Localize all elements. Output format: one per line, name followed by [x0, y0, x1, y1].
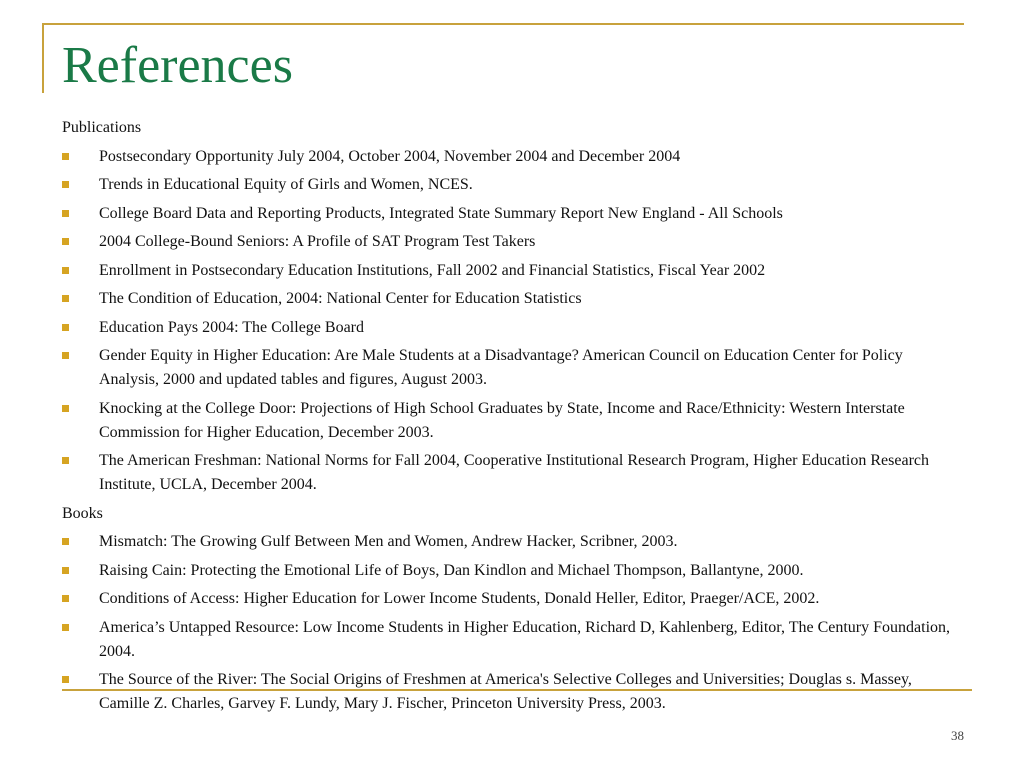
reference-text: America’s Untapped Resource: Low Income Students in Higher Education, Richard D, Kahlenberg, Editor, The Century Foundation, 2004.	[99, 618, 951, 660]
reference-text: The Source of the River: The Social Origins of Freshmen at America's Selective Colleges and Universities; Douglas s. Massey, Camille Z. Charles, Garvey F. Lundy, Mary J. Fischer, Princeton University Press, 2003.	[99, 671, 912, 712]
list-item	[62, 287, 962, 311]
list-item	[62, 259, 962, 283]
page-number: 38	[951, 728, 964, 743]
square-bullet-icon	[62, 324, 69, 331]
list-item	[62, 530, 962, 554]
reference-text: Trends in Educational Equity of Girls and Women, NCES.	[99, 176, 473, 193]
list-item	[62, 616, 962, 664]
bottom-rule	[62, 689, 972, 691]
reference-text: The American Freshman: National Norms for Fall 2004, Cooperative Institutional Research Program, Higher Education Research Institute, UCLA, December 2004.	[99, 452, 929, 493]
list-item	[62, 449, 962, 497]
square-bullet-icon	[62, 624, 69, 631]
section-publications	[62, 116, 962, 497]
left-rule	[42, 23, 44, 93]
reference-text: Mismatch: The Growing Gulf Between Men and Women, Andrew Hacker, Scribner, 2003.	[99, 533, 678, 550]
square-bullet-icon	[62, 181, 69, 188]
publications-list	[62, 145, 962, 498]
reference-text: Education Pays 2004: The College Board	[99, 318, 364, 336]
square-bullet-icon	[62, 595, 69, 602]
list-item	[62, 344, 962, 392]
list-item	[62, 587, 962, 611]
square-bullet-icon	[62, 295, 69, 302]
reference-text: Conditions of Access: Higher Education for Lower Income Students, Donald Heller, Editor, Praeger/ACE, 2002.	[99, 590, 820, 607]
square-bullet-icon	[62, 153, 69, 160]
square-bullet-icon	[62, 676, 69, 683]
list-item	[62, 202, 962, 226]
square-bullet-icon	[62, 352, 69, 359]
reference-text: College Board Data and Reporting Products, Integrated State Summary Report New England - All Schools	[99, 204, 783, 222]
section-books	[62, 502, 962, 717]
square-bullet-icon	[62, 210, 69, 217]
reference-text: 2004 College-Bound Seniors: A Profile of SAT Program Test Takers	[99, 233, 536, 250]
square-bullet-icon	[62, 405, 69, 412]
square-bullet-icon	[62, 538, 69, 545]
square-bullet-icon	[62, 567, 69, 574]
list-item	[62, 316, 962, 340]
reference-text: The Condition of Education, 2004: National Center for Education Statistics	[99, 290, 582, 307]
reference-content	[62, 116, 962, 721]
reference-text: Raising Cain: Protecting the Emotional Life of Boys, Dan Kindlon and Michael Thompson, Ballantyne, 2000.	[99, 561, 804, 579]
top-rule	[42, 23, 964, 25]
page-title: References	[62, 37, 293, 94]
list-item	[62, 559, 962, 583]
list-item	[62, 397, 962, 445]
square-bullet-icon	[62, 238, 69, 245]
square-bullet-icon	[62, 457, 69, 464]
reference-text: Gender Equity in Higher Education: Are Male Students at a Disadvantage? American Council on Education Center for Policy Analysis, 2000 and updated tables and figures, August 2003.	[99, 347, 903, 388]
list-item	[62, 230, 962, 254]
square-bullet-icon	[62, 267, 69, 274]
reference-text: Postsecondary Opportunity July 2004, October 2004, November 2004 and December 2004	[99, 147, 681, 165]
reference-text: Knocking at the College Door: Projections of High School Graduates by State, Income and Race/Ethnicity: Western Interstate Commission for Higher Education, December 2003.	[99, 399, 905, 441]
list-item	[62, 173, 962, 197]
reference-text: Enrollment in Postsecondary Education Institutions, Fall 2002 and Financial Statistics, Fiscal Year 2002	[99, 261, 766, 279]
section-label-publications: Publications	[62, 119, 142, 136]
section-label-books: Books	[62, 504, 103, 522]
list-item	[62, 145, 962, 169]
list-item	[62, 668, 962, 716]
